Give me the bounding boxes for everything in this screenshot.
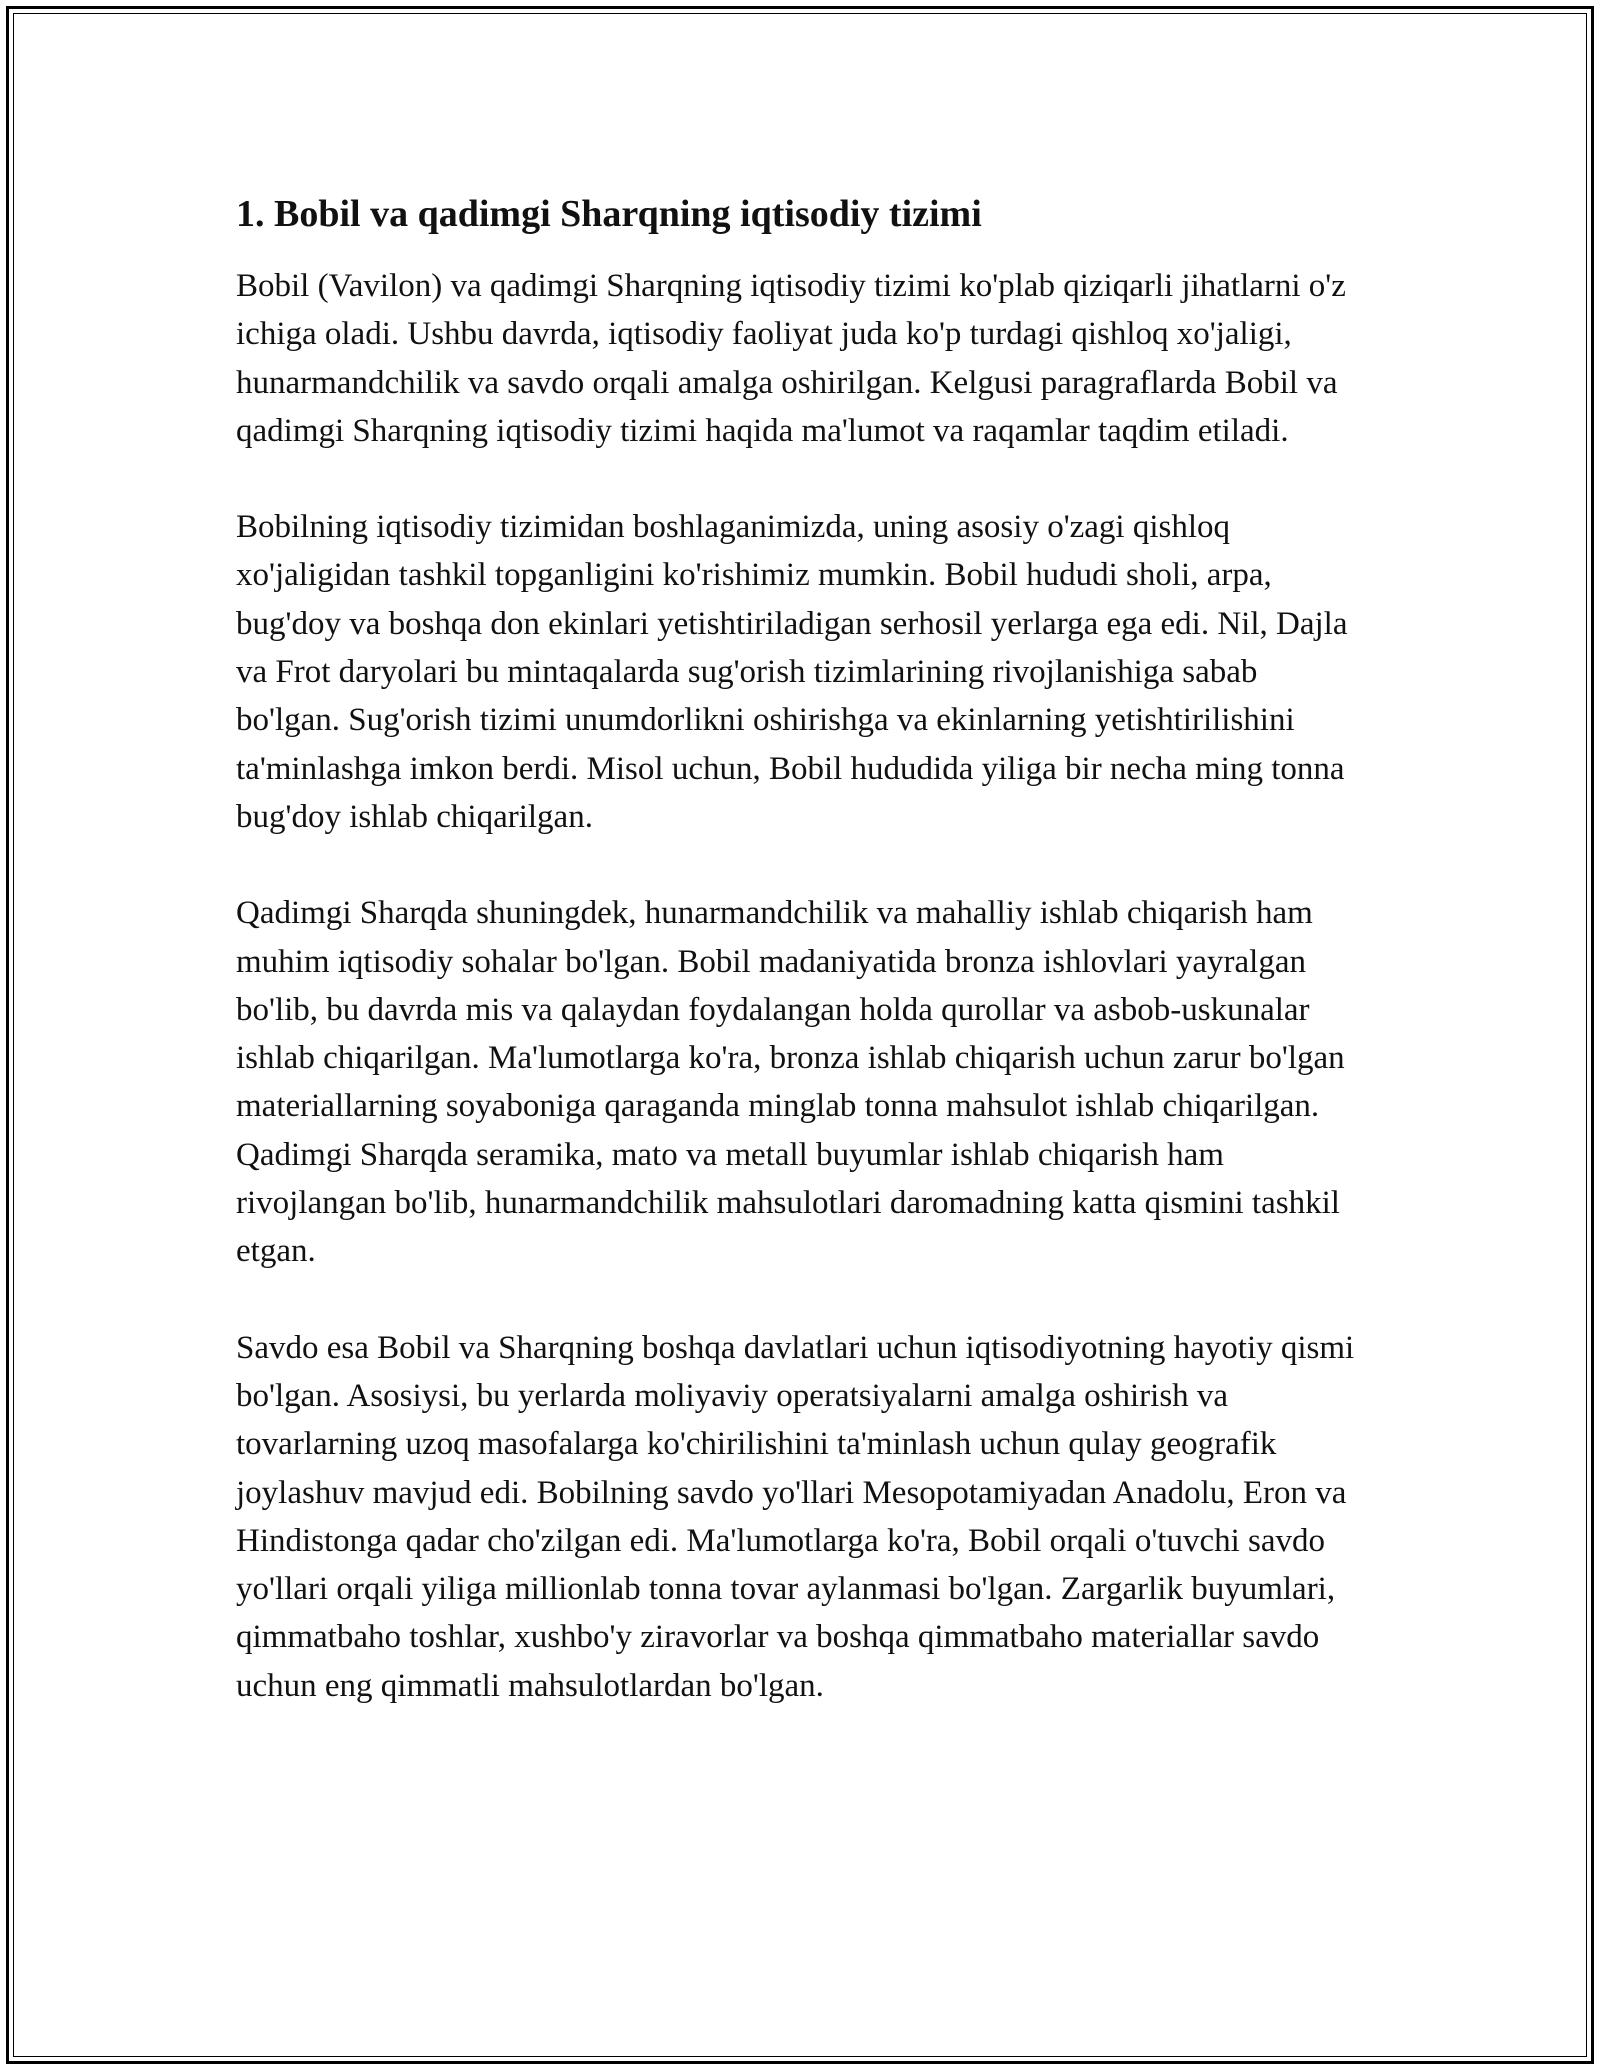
paragraph-intro: Bobil (Vavilon) va qadimgi Sharqning iqtisodiy tizimi ko'plab qiziqarli jihatlarni o'z ichiga oladi. Ushbu davrda, iqtisodiy faoliyat juda ko'p turdagi qishloq xo'jaligi, hunarmandchilik va savdo orqali amalga oshirilgan. Kelgusi paragraflarda Bobil va qadimgi Sharqning iqtisodiy tizimi haqida ma'lumot va raqamlar taqdim etiladi. [236, 268, 1346, 449]
paragraph-trade: Savdo esa Bobil va Sharqning boshqa davlatlari uchun iqtisodiyotning hayotiy qismi bo'lgan. Asosiysi, bu yerlarda moliyaviy operatsiyalarni amalga oshirish va tovarlarning uzoq masofalarga ko'chirilishini ta'minlash uchun qulay geografik joylashuv mavjud edi. Bobilning savdo yo'llari Mesopotamiyadan Anadolu, Eron va Hindistonga qadar cho'zilgan edi. Ma'lumotlarga ko'ra, Bobil orqali o'tuvchi savdo yo'llari orqali yiliga millionlab tonna tovar aylanmasi bo'lgan. Zargarlik buyumlari, qimmatbaho toshlar, xushbo'y ziravorlar va boshqa qimmatbaho materiallar savdo uchun eng qimmatli mahsulotlardan bo'lgan. [236, 1329, 1355, 1704]
paragraph-crafts: Qadimgi Sharqda shuningdek, hunarmandchilik va mahalliy ishlab chiqarish ham muhim iqtisodiy sohalar bo'lgan. Bobil madaniyatida bronza ishlovlari yayralgan bo'lib, bu davrda mis va qalaydan foydalangan holda qurollar va asbob-uskunalar ishlab chiqarilgan. Ma'lumotlarga ko'ra, bronza ishlab chiqarish uchun zarur bo'lgan materiallarning soyaboniga qaraganda minglab tonna mahsulot ishlab chiqarilgan. Qadimgi Sharqda seramika, mato va metall buyumlar ishlab chiqarish ham rivojlangan bo'lib, hunarmandchilik mahsulotlari daromadning katta qismini tashkil etgan. [236, 895, 1345, 1270]
section-heading: 1. Bobil va qadimgi Sharqning iqtisodiy tizimi [236, 193, 982, 235]
document-body [236, 186, 1366, 1710]
paragraph-agriculture: Bobilning iqtisodiy tizimidan boshlaganimizda, uning asosiy o'zagi qishloq xo'jaligidan tashkil topganligini ko'rishimiz mumkin. Bobil hududi sholi, arpa, bug'doy va boshqa don ekinlari yetishtiriladigan serhosil yerlarga ega edi. Nil, Dajla va Frot daryolari bu mintaqalarda sug'orish tizimlarining rivojlanishiga sabab bo'lgan. Sug'orish tizimi unumdorlikni oshirishga va ekinlarning yetishtirilishini ta'minlashga imkon berdi. Misol uchun, Bobil hududida yiliga bir necha ming tonna bug'doy ishlab chiqarilgan. [236, 509, 1348, 835]
